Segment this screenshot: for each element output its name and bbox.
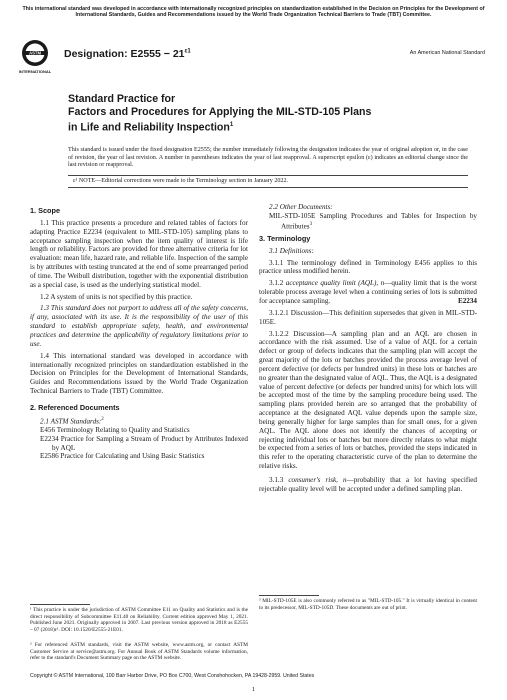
title-line-1: Standard Practice for: [68, 93, 176, 105]
footnote-3: ³ MIL-STD-105E is also commonly referred to as "MIL-STD-105." It is virtually identical in content to its predecessor, MIL-STD-105D. These documents are out of print.: [259, 598, 477, 611]
section-3-heading: 3. Terminology: [259, 233, 311, 243]
left-column: [30, 203, 248, 461]
right-column: [259, 203, 477, 494]
ref-e2586[interactable]: E2586 Practice for Calculating and Using Basic Statistics: [40, 452, 205, 461]
section-2-heading: 2. Referenced Documents: [30, 402, 120, 412]
para-1-1: 1.1 This practice presents a procedure and related tables of factors for adapting Practice E2234 (equivalent to MIL-STD-105) sampling plans to acceptance sampling inspection when the item quality of interest is life length or reliability. Factors are provided for three alternative criteria for lot evaluation: mean life, hazard rate, and reliable life. Inspection of the sample is by attributes with testing truncated at the end of some prearranged period of time. The Weibull distribution, together with the exponential distribution as a special case, is used as the underlying statistical model.: [30, 218, 248, 289]
document-header: [18, 38, 489, 74]
svg-text:ASTM: ASTM: [29, 50, 41, 56]
document-title: [68, 93, 448, 135]
ref-e456[interactable]: E456 Terminology Relating to Quality and Statistics: [40, 425, 190, 434]
footnote-2: ² For referenced ASTM standards, visit the ASTM website, www.astm.org, or contact ASTM Customer Service at service@astm.org. For Annual Book of ASTM Standards volume information, refer to the standard's Document Summary page on the ASTM website.: [30, 642, 248, 662]
para-3-1-2-1: 3.1.2.1 Discussion—This definition supersedes that given in MIL-STD-105E.: [259, 308, 477, 326]
page-number: 1: [251, 686, 256, 693]
ref-e2234[interactable]: E2234 Practice for Sampling a Stream of Product by Attributes Indexed by AQL: [40, 434, 248, 452]
designation: Designation: $E2555 - 21^{\varepsilon 1}$: [64, 48, 191, 60]
copyright-notice: Copyright © ASTM International, 100 Barr Harbor Drive, PO Box C700, West Conshohocken, PA 19428-2959. United States: [30, 673, 315, 679]
para-3-1-2-2: 3.1.2.2 Discussion—A sampling plan and an AQL are chosen in accordance with the risk assumed. Use of a value of AQL for a certain defect or group of defects indicates that the sampling plan will accept the great majority of the lots or batches provided the process average level of percent defective (or defects per hundred units) in these lots or batches are no greater than the designated value of AQL. Thus, the AQL is a designated value of percent defective (or defects per hundred units) for which lots will be accepted most of the time by the sampling procedure being used. The sampling plans provided herein are so arranged that the probability of acceptance at the designated AQL value depends upon the sample size, being generally higher for large samples than for small ones, for a given AQL. The AQL alone does not identify the chances of accepting or rejecting individual lots or batches but more directly relates to what might be expected from a series of lots or batches, provided the steps indicated in this refer to the operating characteristic curve of the plan to determine the relative risks.: [259, 329, 477, 471]
footnote-rule-right: [259, 595, 319, 596]
title-line-3: in Life and Reliability Inspection$^1$: [68, 121, 234, 134]
para-3-1-2: 3.1.2 acceptance quality limit (AQL), n—quality limit that is the worst tolerable process average level when a continuing series of lots is submitted for acceptance sampling. E2234: [259, 279, 477, 305]
para-2-1: 2.1 ASTM Standards:$^2$: [40, 416, 104, 426]
para-3-1: 3.1 Definitions:: [269, 246, 314, 255]
para-3-1-3: 3.1.3 consumer's risk, n—probability that a lot having specified rejectable quality level will be accepted under a defined sampling plan.: [259, 476, 477, 493]
ref-mil-std-105e[interactable]: MIL-STD-105E Sampling Procedures and Tables for Inspection by Attributes$^3$: [269, 211, 477, 231]
footnote-rule-left: [30, 604, 90, 605]
american-national-standard-label: An American National Standard: [409, 50, 485, 56]
para-1-4: 1.4 This international standard was developed in accordance with internationally recognized principles on standardization established in the Decision on Principles for the Development of International Standards, Guides and Recommendations issued by the World Trade Organization Technical Barriers to Trade (TBT) Committee.: [30, 351, 248, 396]
para-2-2: 2.2 Other Documents:: [269, 203, 333, 211]
editorial-note: ε¹ NOTE—Editorial corrections were made to the Terminology section in January 2022.: [68, 175, 468, 188]
title-line-2: Factors and Procedures for Applying the MIL-STD-105 Plans: [68, 106, 372, 118]
para-1-3: 1.3 This standard does not purport to address all of the safety concerns, if any, associated with its use. It is the responsibility of the user of this standard to establish appropriate safety, health, and environmental practices and determine the applicability of regulatory limitations prior to use.: [30, 304, 248, 348]
issuance-statement: This standard is issued under the fixed designation E2555; the number immediately following the designation indicates the year of original adoption or, in the case of revision, the year of last revision. A number in parentheses indicates the year of last reapproval. A superscript epsilon (ε) indicates an editorial change since the last revision or reapproval.: [68, 147, 468, 169]
astm-logo-icon: [18, 38, 60, 76]
para-1-2: 1.2 A system of units is not specified by this practice.: [40, 292, 193, 301]
svg-text:INTERNATIONAL: INTERNATIONAL: [18, 69, 52, 74]
section-1-heading: 1. Scope: [30, 206, 61, 215]
footnote-1: ¹ This practice is under the jurisdiction of ASTM Committee E11 on Quality and Statistics and is the direct responsibility of Subcommittee E11.40 on Reliability. Current edition approved May 1, 2021. Published June 2021. Originally approved in 2007. Last previous version approved in 2018 as E2555 – 07 (2018)ε¹. DOI: 10.1520/E2555-21E01.: [30, 607, 248, 633]
top-notice: This international standard was developed in accordance with internationally recognized principles on standardization established in the Decision on Principles for the Development of International Standards, Guides and Recommendations issued by the World Trade Organization Technical Barriers to Trade (TBT) Committee.: [22, 6, 485, 19]
para-3-1-1: 3.1.1 The terminology defined in Terminology E456 applies to this practice unless modified herein.: [259, 258, 477, 276]
